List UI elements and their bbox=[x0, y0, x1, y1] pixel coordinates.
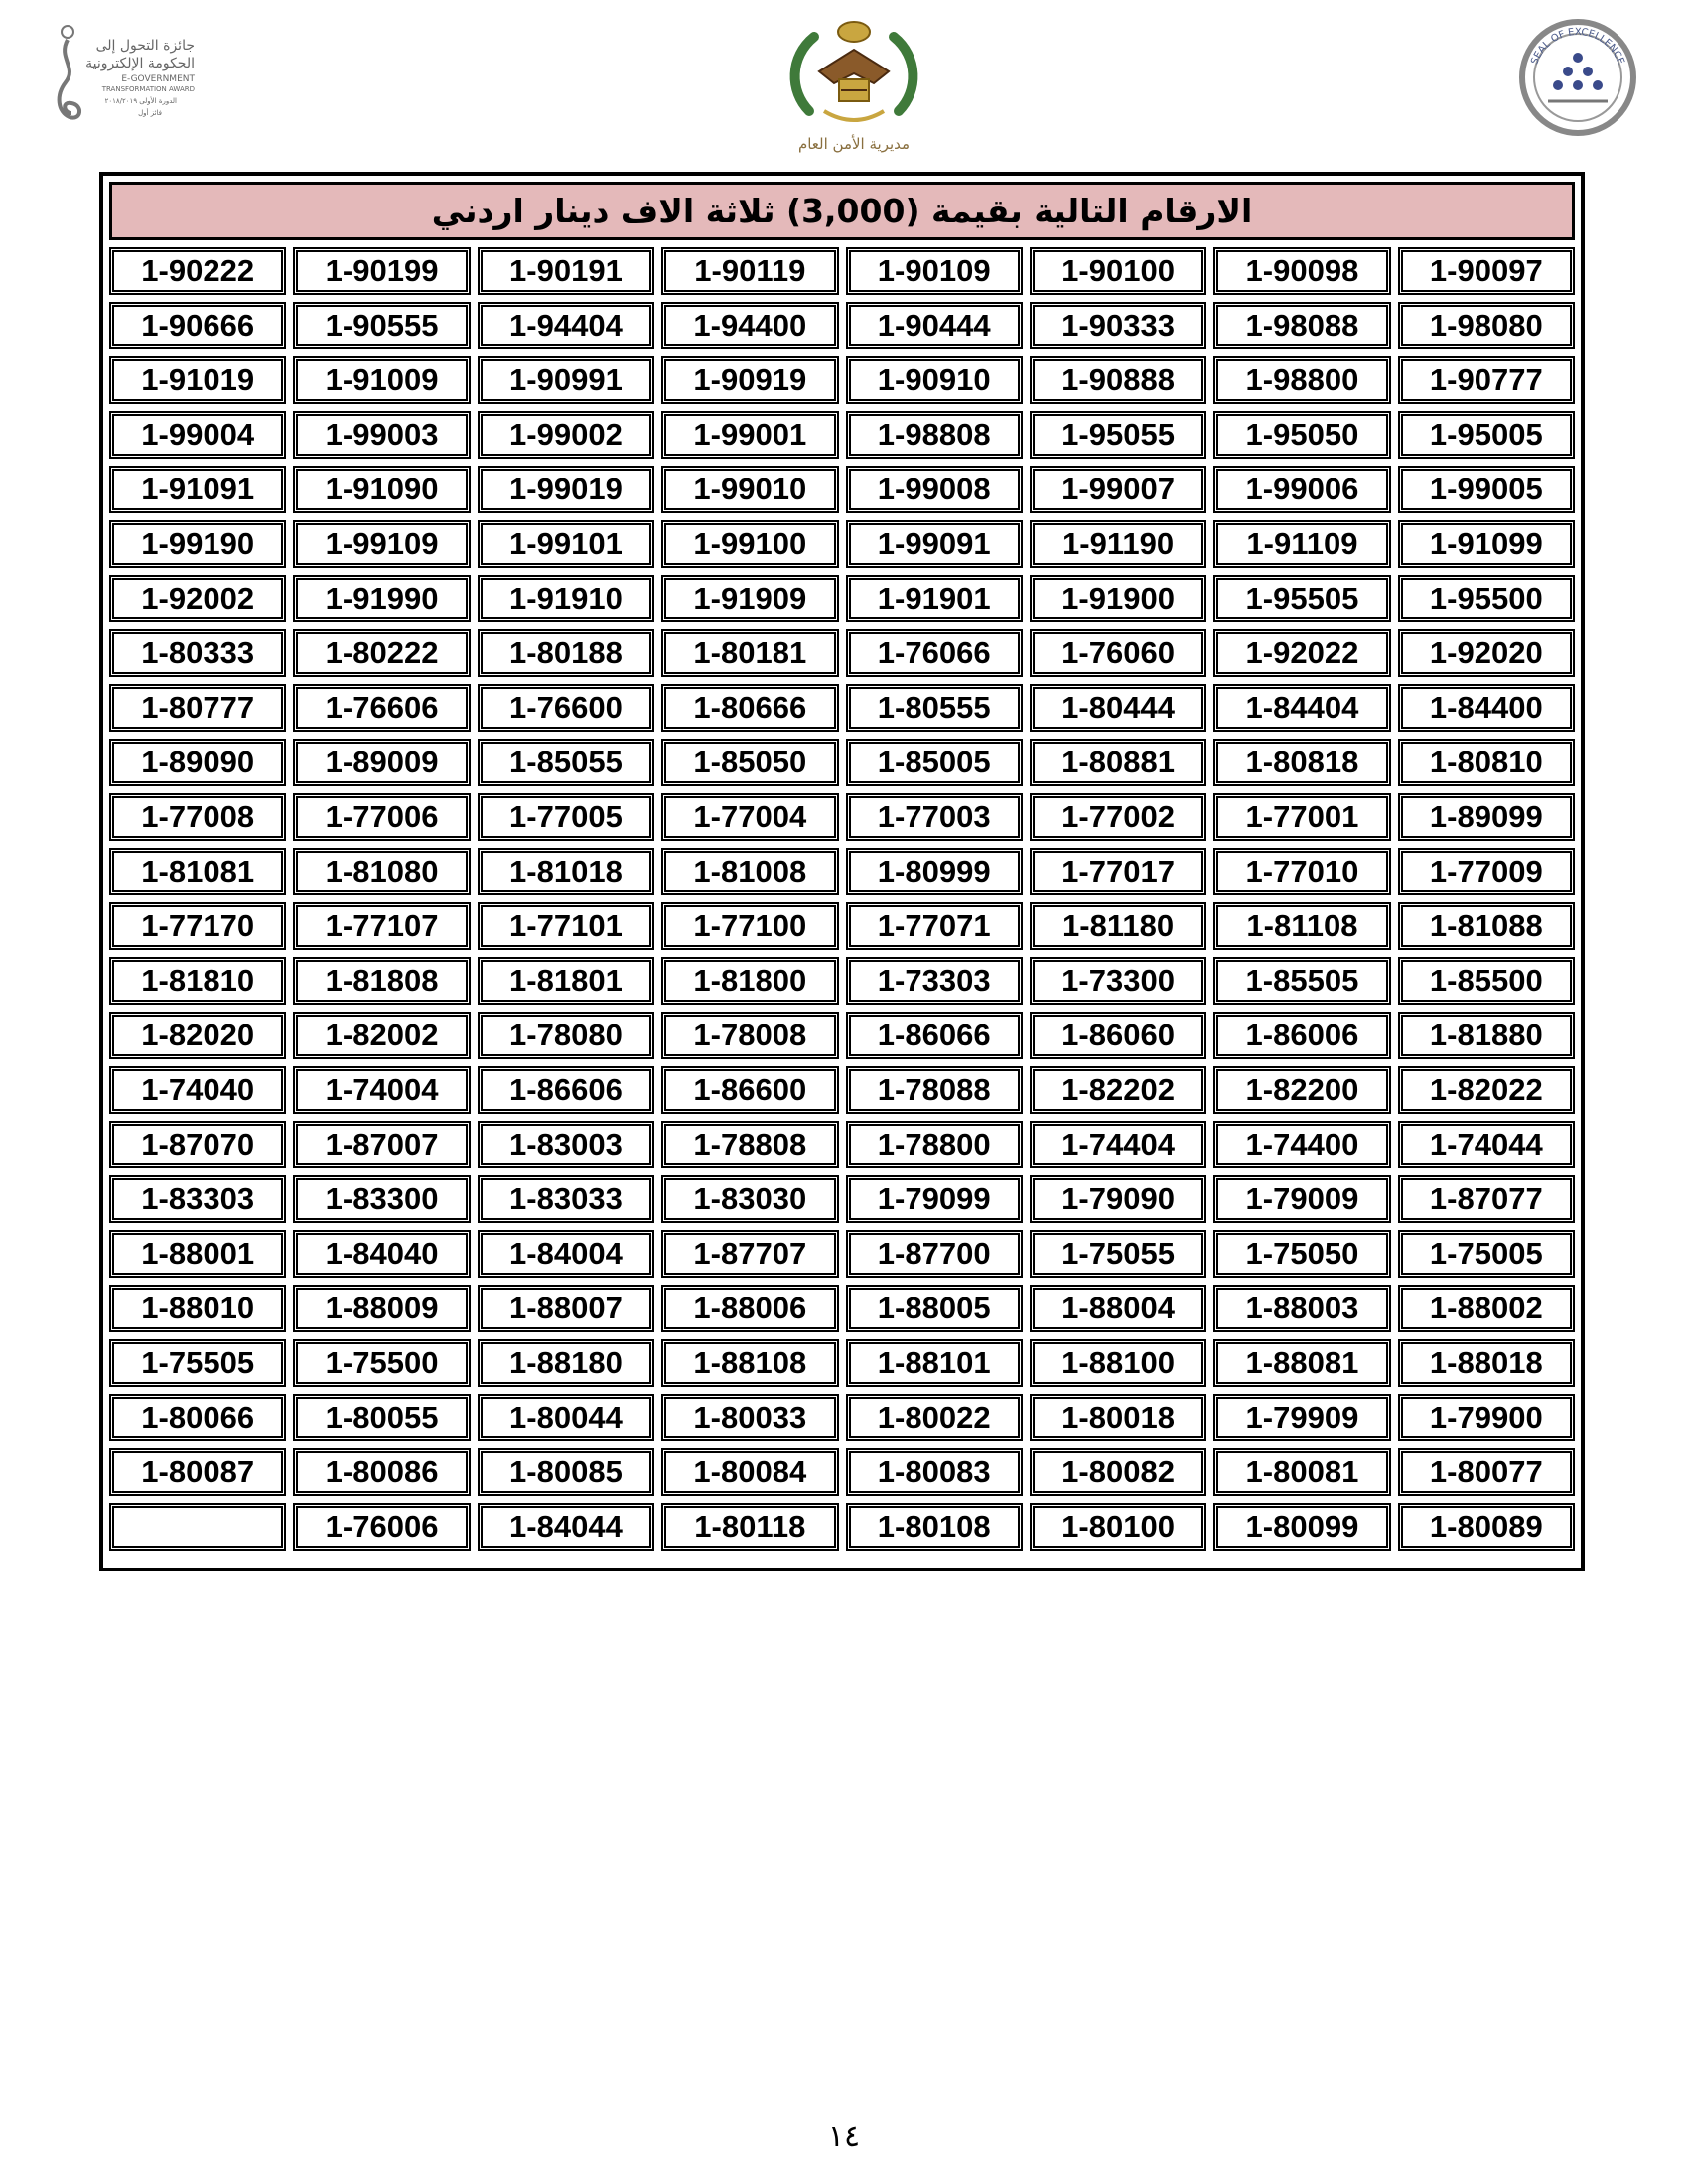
number-cell: 1-90991 bbox=[478, 356, 654, 404]
public-security-logo bbox=[779, 12, 928, 156]
number-cell: 1-77005 bbox=[478, 793, 654, 841]
seal-text: SEAL OF EXCELLENCE bbox=[1529, 26, 1626, 67]
number-cell: 1-80084 bbox=[661, 1448, 838, 1496]
number-cell: 1-87007 bbox=[293, 1121, 470, 1168]
number-cell: 1-88100 bbox=[1030, 1339, 1206, 1387]
number-cell: 1-77010 bbox=[1213, 848, 1390, 895]
number-cell: 1-99019 bbox=[478, 466, 654, 513]
number-cell: 1-82002 bbox=[293, 1012, 470, 1059]
number-cell: 1-88108 bbox=[661, 1339, 838, 1387]
number-cell: 1-85005 bbox=[846, 739, 1023, 786]
number-cell: 1-80108 bbox=[846, 1503, 1023, 1551]
number-cell: 1-85050 bbox=[661, 739, 838, 786]
number-cell: 1-80077 bbox=[1398, 1448, 1575, 1496]
number-cell: 1-99001 bbox=[661, 411, 838, 459]
number-cell: 1-80810 bbox=[1398, 739, 1575, 786]
number-cell: 1-88081 bbox=[1213, 1339, 1390, 1387]
emblem-caption: مديرية الأمن العام bbox=[797, 135, 911, 153]
number-cell: 1-88007 bbox=[478, 1285, 654, 1332]
number-cell: 1-88001 bbox=[109, 1230, 286, 1278]
number-cell: 1-77008 bbox=[109, 793, 286, 841]
number-cell: 1-74044 bbox=[1398, 1121, 1575, 1168]
number-cell: 1-80044 bbox=[478, 1394, 654, 1441]
number-cell: 1-77100 bbox=[661, 902, 838, 950]
number-cell: 1-92020 bbox=[1398, 629, 1575, 677]
number-cell: 1-77071 bbox=[846, 902, 1023, 950]
number-cell: 1-80444 bbox=[1030, 684, 1206, 732]
number-cell: 1-80087 bbox=[109, 1448, 286, 1496]
number-cell: 1-77009 bbox=[1398, 848, 1575, 895]
number-cell: 1-95005 bbox=[1398, 411, 1575, 459]
number-cell: 1-81088 bbox=[1398, 902, 1575, 950]
number-cell: 1-84400 bbox=[1398, 684, 1575, 732]
number-cell: 1-80999 bbox=[846, 848, 1023, 895]
number-cell: 1-89090 bbox=[109, 739, 286, 786]
number-cell: 1-86066 bbox=[846, 1012, 1023, 1059]
number-cell: 1-78088 bbox=[846, 1066, 1023, 1114]
number-cell: 1-83030 bbox=[661, 1175, 838, 1223]
page-number: ١٤ bbox=[827, 2119, 861, 2154]
number-cell: 1-80085 bbox=[478, 1448, 654, 1496]
number-cell: 1-79909 bbox=[1213, 1394, 1390, 1441]
number-cell: 1-75005 bbox=[1398, 1230, 1575, 1278]
number-cell: 1-82020 bbox=[109, 1012, 286, 1059]
number-cell: 1-75505 bbox=[109, 1339, 286, 1387]
number-cell: 1-98088 bbox=[1213, 302, 1390, 349]
number-cell: 1-85505 bbox=[1213, 957, 1390, 1005]
number-cell: 1-78080 bbox=[478, 1012, 654, 1059]
number-cell: 1-77170 bbox=[109, 902, 286, 950]
number-cell: 1-80083 bbox=[846, 1448, 1023, 1496]
number-cell: 1-98800 bbox=[1213, 356, 1390, 404]
number-cell: 1-80033 bbox=[661, 1394, 838, 1441]
number-cell: 1-75500 bbox=[293, 1339, 470, 1387]
number-cell: 1-90919 bbox=[661, 356, 838, 404]
number-cell: 1-88018 bbox=[1398, 1339, 1575, 1387]
number-cell: 1-91109 bbox=[1213, 520, 1390, 568]
number-cell: 1-77004 bbox=[661, 793, 838, 841]
number-cell: 1-99190 bbox=[109, 520, 286, 568]
number-cell: 1-95500 bbox=[1398, 575, 1575, 622]
award-line-1: جائزة التحول إلى bbox=[95, 38, 195, 54]
number-cell: 1-99100 bbox=[661, 520, 838, 568]
number-cell: 1-80099 bbox=[1213, 1503, 1390, 1551]
number-cell: 1-90333 bbox=[1030, 302, 1206, 349]
number-cell: 1-91091 bbox=[109, 466, 286, 513]
number-cell: 1-80881 bbox=[1030, 739, 1206, 786]
number-cell: 1-80666 bbox=[661, 684, 838, 732]
number-cell: 1-81018 bbox=[478, 848, 654, 895]
number-cell: 1-88004 bbox=[1030, 1285, 1206, 1332]
number-cell: 1-95505 bbox=[1213, 575, 1390, 622]
number-cell: 1-81080 bbox=[293, 848, 470, 895]
number-cell: 1-81880 bbox=[1398, 1012, 1575, 1059]
number-cell: 1-87707 bbox=[661, 1230, 838, 1278]
number-cell: 1-80018 bbox=[1030, 1394, 1206, 1441]
number-cell: 1-77006 bbox=[293, 793, 470, 841]
number-cell: 1-89009 bbox=[293, 739, 470, 786]
number-cell: 1-80022 bbox=[846, 1394, 1023, 1441]
number-cell: 1-80777 bbox=[109, 684, 286, 732]
number-cell: 1-81810 bbox=[109, 957, 286, 1005]
number-cell: 1-88010 bbox=[109, 1285, 286, 1332]
number-cell: 1-73303 bbox=[846, 957, 1023, 1005]
number-cell: 1-99004 bbox=[109, 411, 286, 459]
number-cell: 1-79900 bbox=[1398, 1394, 1575, 1441]
number-cell: 1-91909 bbox=[661, 575, 838, 622]
egov-award-emblem-icon bbox=[48, 18, 197, 142]
number-cell: 1-77101 bbox=[478, 902, 654, 950]
number-cell: 1-76066 bbox=[846, 629, 1023, 677]
number-cell: 1-91190 bbox=[1030, 520, 1206, 568]
number-cell: 1-79099 bbox=[846, 1175, 1023, 1223]
number-cell: 1-80818 bbox=[1213, 739, 1390, 786]
number-cell: 1-80086 bbox=[293, 1448, 470, 1496]
number-cell: 1-80222 bbox=[293, 629, 470, 677]
number-cell: 1-80089 bbox=[1398, 1503, 1575, 1551]
table-title: الارقام التالية بقيمة (3,000) ثلاثة الاف دينار اردني bbox=[109, 182, 1575, 240]
number-cell: 1-88009 bbox=[293, 1285, 470, 1332]
number-cell: 1-86600 bbox=[661, 1066, 838, 1114]
number-cell: 1-82202 bbox=[1030, 1066, 1206, 1114]
number-cell: 1-88002 bbox=[1398, 1285, 1575, 1332]
number-cell: 1-80100 bbox=[1030, 1503, 1206, 1551]
number-cell: 1-80188 bbox=[478, 629, 654, 677]
number-cell bbox=[109, 1503, 286, 1551]
egov-award-logo bbox=[48, 18, 197, 142]
number-cell: 1-99002 bbox=[478, 411, 654, 459]
number-cell: 1-88003 bbox=[1213, 1285, 1390, 1332]
number-cell: 1-99091 bbox=[846, 520, 1023, 568]
number-cell: 1-83303 bbox=[109, 1175, 286, 1223]
number-cell: 1-99109 bbox=[293, 520, 470, 568]
number-cell: 1-76060 bbox=[1030, 629, 1206, 677]
number-cell: 1-76600 bbox=[478, 684, 654, 732]
number-cell: 1-78808 bbox=[661, 1121, 838, 1168]
number-cell: 1-98080 bbox=[1398, 302, 1575, 349]
number-cell: 1-74404 bbox=[1030, 1121, 1206, 1168]
number-cell: 1-89099 bbox=[1398, 793, 1575, 841]
number-cell: 1-92022 bbox=[1213, 629, 1390, 677]
number-cell: 1-81081 bbox=[109, 848, 286, 895]
number-cell: 1-79009 bbox=[1213, 1175, 1390, 1223]
number-cell: 1-99010 bbox=[661, 466, 838, 513]
number-cell: 1-90199 bbox=[293, 247, 470, 295]
award-line-5: الدورة الأولى ٢٠١٨/٢٠١٩ bbox=[104, 97, 177, 105]
number-cell: 1-81808 bbox=[293, 957, 470, 1005]
number-cell: 1-90119 bbox=[661, 247, 838, 295]
number-cell: 1-99005 bbox=[1398, 466, 1575, 513]
number-cell: 1-91900 bbox=[1030, 575, 1206, 622]
number-cell: 1-88005 bbox=[846, 1285, 1023, 1332]
number-cell: 1-82200 bbox=[1213, 1066, 1390, 1114]
number-cell: 1-74400 bbox=[1213, 1121, 1390, 1168]
number-cell: 1-81801 bbox=[478, 957, 654, 1005]
number-cell: 1-91009 bbox=[293, 356, 470, 404]
number-cell: 1-99008 bbox=[846, 466, 1023, 513]
number-cell: 1-77003 bbox=[846, 793, 1023, 841]
number-cell: 1-84404 bbox=[1213, 684, 1390, 732]
numbers-grid bbox=[109, 247, 1575, 1551]
number-cell: 1-87070 bbox=[109, 1121, 286, 1168]
number-cell: 1-99007 bbox=[1030, 466, 1206, 513]
number-cell: 1-99003 bbox=[293, 411, 470, 459]
seal-of-excellence-logo bbox=[1513, 18, 1642, 137]
number-cell: 1-84040 bbox=[293, 1230, 470, 1278]
award-line-6: فائز أول bbox=[138, 109, 162, 117]
number-cell: 1-91990 bbox=[293, 575, 470, 622]
number-cell: 1-86006 bbox=[1213, 1012, 1390, 1059]
number-cell: 1-83300 bbox=[293, 1175, 470, 1223]
number-cell: 1-88101 bbox=[846, 1339, 1023, 1387]
number-cell: 1-80081 bbox=[1213, 1448, 1390, 1496]
number-cell: 1-81800 bbox=[661, 957, 838, 1005]
number-cell: 1-87700 bbox=[846, 1230, 1023, 1278]
number-cell: 1-99006 bbox=[1213, 466, 1390, 513]
number-cell: 1-90888 bbox=[1030, 356, 1206, 404]
number-cell: 1-81108 bbox=[1213, 902, 1390, 950]
number-cell: 1-77017 bbox=[1030, 848, 1206, 895]
number-cell: 1-90777 bbox=[1398, 356, 1575, 404]
number-cell: 1-99101 bbox=[478, 520, 654, 568]
number-cell: 1-90109 bbox=[846, 247, 1023, 295]
number-cell: 1-81180 bbox=[1030, 902, 1206, 950]
number-cell: 1-78800 bbox=[846, 1121, 1023, 1168]
number-cell: 1-75050 bbox=[1213, 1230, 1390, 1278]
eagle-emblem-icon bbox=[779, 12, 928, 156]
number-cell: 1-77107 bbox=[293, 902, 470, 950]
number-cell: 1-77001 bbox=[1213, 793, 1390, 841]
number-cell: 1-90555 bbox=[293, 302, 470, 349]
number-cell: 1-74040 bbox=[109, 1066, 286, 1114]
award-line-2: الحكومة الإلكترونية bbox=[85, 56, 195, 71]
number-cell: 1-91099 bbox=[1398, 520, 1575, 568]
number-cell: 1-91910 bbox=[478, 575, 654, 622]
number-cell: 1-90910 bbox=[846, 356, 1023, 404]
numbers-table bbox=[99, 172, 1585, 1571]
number-cell: 1-80555 bbox=[846, 684, 1023, 732]
number-cell: 1-92002 bbox=[109, 575, 286, 622]
number-cell: 1-88180 bbox=[478, 1339, 654, 1387]
number-cell: 1-78008 bbox=[661, 1012, 838, 1059]
number-cell: 1-84044 bbox=[478, 1503, 654, 1551]
number-cell: 1-95055 bbox=[1030, 411, 1206, 459]
seal-icon bbox=[1513, 18, 1642, 137]
number-cell: 1-80181 bbox=[661, 629, 838, 677]
number-cell: 1-90191 bbox=[478, 247, 654, 295]
number-cell: 1-98808 bbox=[846, 411, 1023, 459]
number-cell: 1-88006 bbox=[661, 1285, 838, 1332]
number-cell: 1-80082 bbox=[1030, 1448, 1206, 1496]
number-cell: 1-84004 bbox=[478, 1230, 654, 1278]
number-cell: 1-79090 bbox=[1030, 1175, 1206, 1223]
number-cell: 1-90666 bbox=[109, 302, 286, 349]
number-cell: 1-81008 bbox=[661, 848, 838, 895]
number-cell: 1-94404 bbox=[478, 302, 654, 349]
number-cell: 1-80118 bbox=[661, 1503, 838, 1551]
number-cell: 1-86606 bbox=[478, 1066, 654, 1114]
number-cell: 1-80333 bbox=[109, 629, 286, 677]
award-line-3: E-GOVERNMENT bbox=[121, 74, 195, 84]
number-cell: 1-74004 bbox=[293, 1066, 470, 1114]
number-cell: 1-90222 bbox=[109, 247, 286, 295]
number-cell: 1-76606 bbox=[293, 684, 470, 732]
number-cell: 1-83003 bbox=[478, 1121, 654, 1168]
number-cell: 1-91090 bbox=[293, 466, 470, 513]
number-cell: 1-85055 bbox=[478, 739, 654, 786]
number-cell: 1-85500 bbox=[1398, 957, 1575, 1005]
number-cell: 1-90098 bbox=[1213, 247, 1390, 295]
number-cell: 1-90100 bbox=[1030, 247, 1206, 295]
number-cell: 1-87077 bbox=[1398, 1175, 1575, 1223]
number-cell: 1-91901 bbox=[846, 575, 1023, 622]
number-cell: 1-90444 bbox=[846, 302, 1023, 349]
number-cell: 1-90097 bbox=[1398, 247, 1575, 295]
number-cell: 1-95050 bbox=[1213, 411, 1390, 459]
number-cell: 1-80066 bbox=[109, 1394, 286, 1441]
number-cell: 1-94400 bbox=[661, 302, 838, 349]
number-cell: 1-75055 bbox=[1030, 1230, 1206, 1278]
award-line-4: TRANSFORMATION AWARD bbox=[101, 85, 195, 93]
number-cell: 1-83033 bbox=[478, 1175, 654, 1223]
number-cell: 1-80055 bbox=[293, 1394, 470, 1441]
number-cell: 1-82022 bbox=[1398, 1066, 1575, 1114]
number-cell: 1-73300 bbox=[1030, 957, 1206, 1005]
number-cell: 1-76006 bbox=[293, 1503, 470, 1551]
number-cell: 1-86060 bbox=[1030, 1012, 1206, 1059]
number-cell: 1-77002 bbox=[1030, 793, 1206, 841]
number-cell: 1-91019 bbox=[109, 356, 286, 404]
